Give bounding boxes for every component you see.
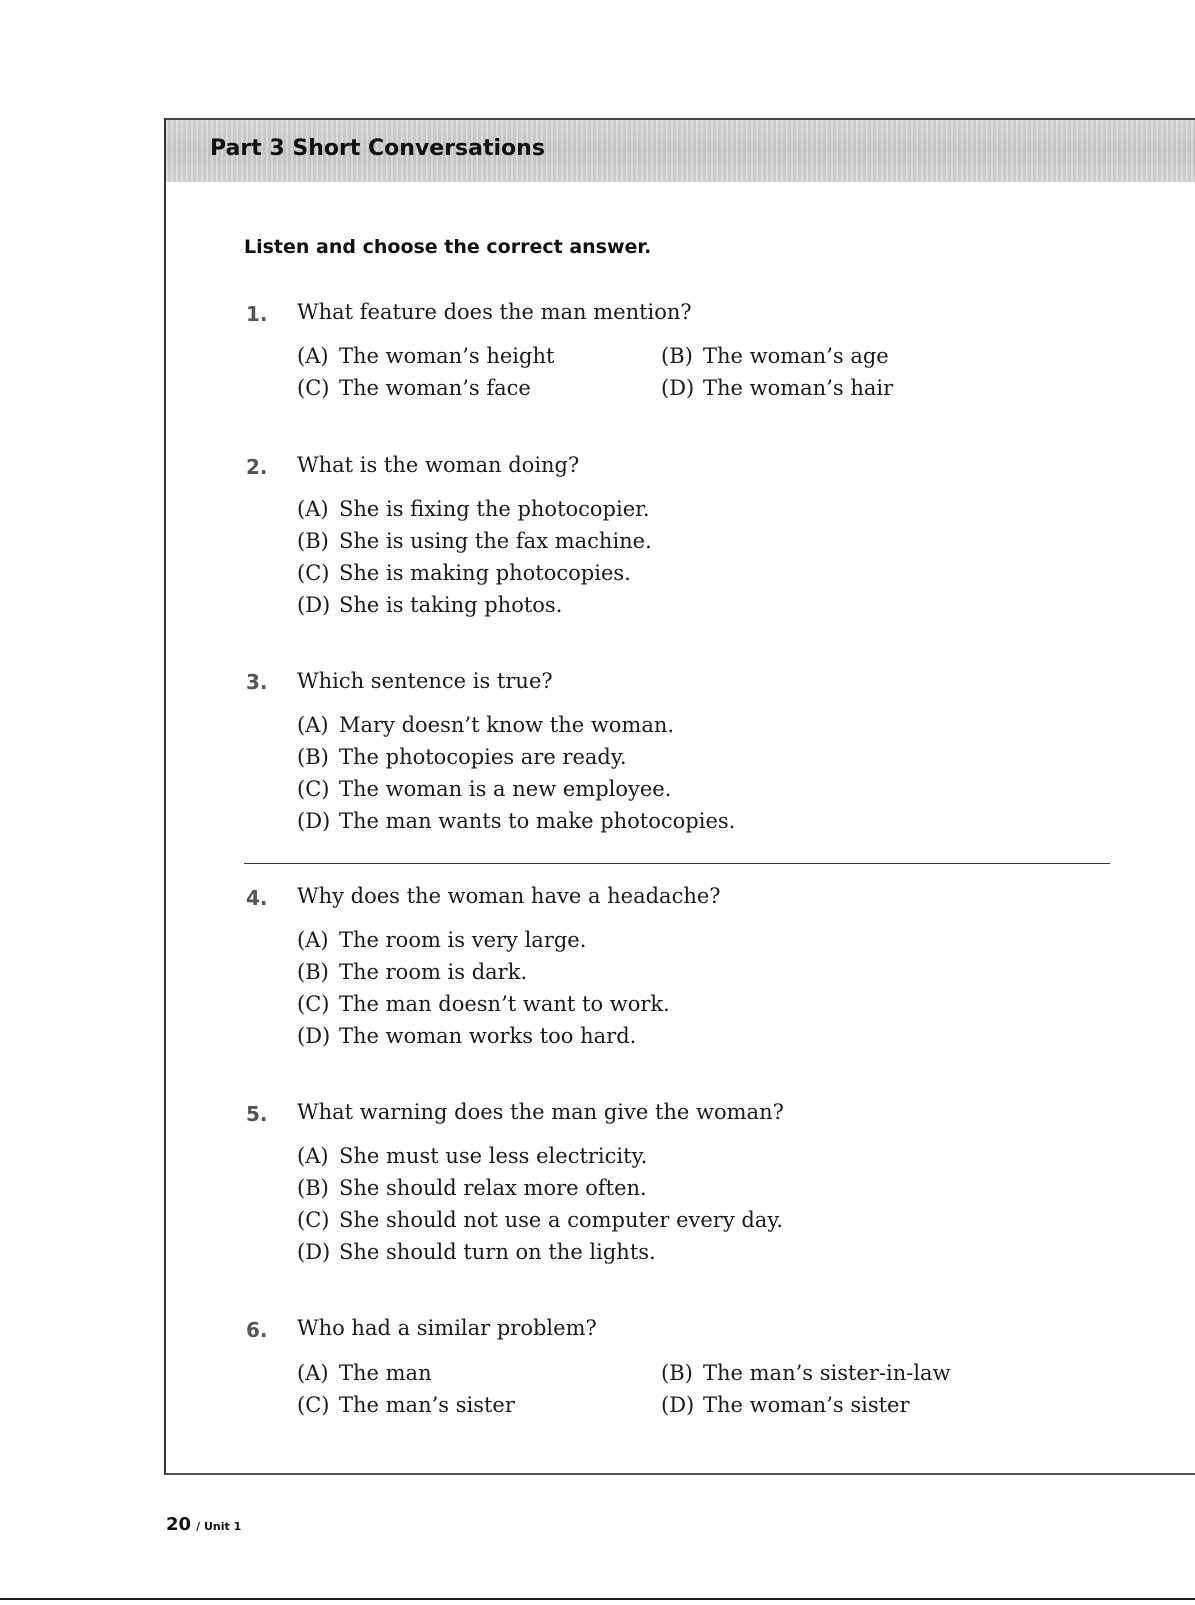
- option-letter: (C): [297, 561, 330, 585]
- option-text: The photocopies are ready.: [339, 745, 627, 769]
- option-text: She is taking photos.: [339, 593, 563, 617]
- option-text: The woman’s sister: [703, 1393, 910, 1417]
- option-text: The room is very large.: [339, 928, 587, 952]
- answer-option[interactable]: [297, 713, 674, 737]
- option-letter: (A): [297, 497, 329, 521]
- section-header-band: [166, 120, 1195, 182]
- option-letter: (C): [297, 376, 330, 400]
- answer-option[interactable]: [297, 809, 735, 833]
- option-letter: (A): [297, 344, 329, 368]
- question-number: 5.: [246, 1102, 268, 1126]
- answer-option[interactable]: [297, 1361, 432, 1385]
- option-text: She should not use a computer every day.: [339, 1208, 784, 1232]
- option-letter: (D): [661, 1393, 695, 1417]
- instruction-text: Listen and choose the correct answer.: [244, 236, 652, 258]
- option-letter: (A): [297, 928, 329, 952]
- answer-option[interactable]: [661, 344, 889, 368]
- option-letter: (B): [661, 1361, 693, 1385]
- question-number: 1.: [246, 302, 268, 326]
- option-letter: (D): [297, 1240, 331, 1264]
- option-text: The woman’s hair: [703, 376, 894, 400]
- question-text: Which sentence is true?: [297, 669, 553, 693]
- answer-option[interactable]: [661, 1361, 951, 1385]
- option-text: The woman works too hard.: [339, 1024, 637, 1048]
- question-number: 2.: [246, 455, 268, 479]
- option-text: The room is dark.: [339, 960, 528, 984]
- unit-label: / Unit 1: [196, 1520, 242, 1533]
- answer-option[interactable]: [297, 1240, 656, 1264]
- question-text: Who had a similar problem?: [297, 1316, 597, 1340]
- page-footer: [166, 1514, 241, 1535]
- option-text: The man’s sister: [339, 1393, 515, 1417]
- answer-option[interactable]: [297, 1176, 647, 1200]
- answer-option[interactable]: [297, 745, 627, 769]
- option-letter: (A): [297, 713, 329, 737]
- option-letter: (B): [661, 344, 693, 368]
- option-text: She is making photocopies.: [339, 561, 631, 585]
- option-text: The woman is a new employee.: [339, 777, 672, 801]
- option-text: The woman’s age: [703, 344, 889, 368]
- option-text: The man doesn’t want to work.: [339, 992, 670, 1016]
- option-letter: (D): [297, 1024, 331, 1048]
- question-number: 3.: [246, 670, 268, 694]
- answer-option[interactable]: [297, 529, 652, 553]
- option-letter: (D): [297, 809, 331, 833]
- answer-option[interactable]: [297, 497, 650, 521]
- option-letter: (B): [297, 1176, 329, 1200]
- option-letter: (A): [297, 1361, 329, 1385]
- option-text: She is fixing the photocopier.: [339, 497, 650, 521]
- option-text: The man: [339, 1361, 432, 1385]
- option-text: She must use less electricity.: [339, 1144, 648, 1168]
- answer-option[interactable]: [297, 376, 531, 400]
- option-text: The man wants to make photocopies.: [339, 809, 736, 833]
- section-divider: [244, 863, 1110, 864]
- question-number: 6.: [246, 1318, 268, 1342]
- option-letter: (D): [661, 376, 695, 400]
- option-letter: (D): [297, 593, 331, 617]
- option-letter: (A): [297, 1144, 329, 1168]
- option-text: The woman’s height: [339, 344, 555, 368]
- option-letter: (B): [297, 745, 329, 769]
- answer-option[interactable]: [297, 960, 527, 984]
- question-text: What is the woman doing?: [297, 453, 580, 477]
- option-text: The man’s sister-in-law: [703, 1361, 951, 1385]
- option-letter: (B): [297, 529, 329, 553]
- option-text: She should relax more often.: [339, 1176, 647, 1200]
- answer-option[interactable]: [297, 777, 671, 801]
- answer-option[interactable]: [661, 376, 893, 400]
- answer-option[interactable]: [297, 1208, 783, 1232]
- page-number: 20: [166, 1514, 192, 1535]
- answer-option[interactable]: [661, 1393, 910, 1417]
- page-bottom-rule: [0, 1598, 1195, 1600]
- option-letter: (C): [297, 1393, 330, 1417]
- answer-option[interactable]: [297, 1393, 515, 1417]
- answer-option[interactable]: [297, 992, 670, 1016]
- answer-option[interactable]: [297, 928, 586, 952]
- option-text: She should turn on the lights.: [339, 1240, 656, 1264]
- question-text: What feature does the man mention?: [297, 300, 692, 324]
- option-letter: (B): [297, 960, 329, 984]
- question-number: 4.: [246, 886, 268, 910]
- option-letter: (C): [297, 992, 330, 1016]
- answer-option[interactable]: [297, 593, 562, 617]
- answer-option[interactable]: [297, 344, 554, 368]
- option-text: The woman’s face: [339, 376, 531, 400]
- question-text: Why does the woman have a headache?: [297, 884, 721, 908]
- option-letter: (C): [297, 777, 330, 801]
- option-text: Mary doesn’t know the woman.: [339, 713, 675, 737]
- answer-option[interactable]: [297, 1024, 636, 1048]
- answer-option[interactable]: [297, 1144, 647, 1168]
- option-text: She is using the fax machine.: [339, 529, 652, 553]
- answer-option[interactable]: [297, 561, 631, 585]
- section-title: Part 3 Short Conversations: [210, 136, 545, 161]
- question-text: What warning does the man give the woman?: [297, 1100, 784, 1124]
- option-letter: (C): [297, 1208, 330, 1232]
